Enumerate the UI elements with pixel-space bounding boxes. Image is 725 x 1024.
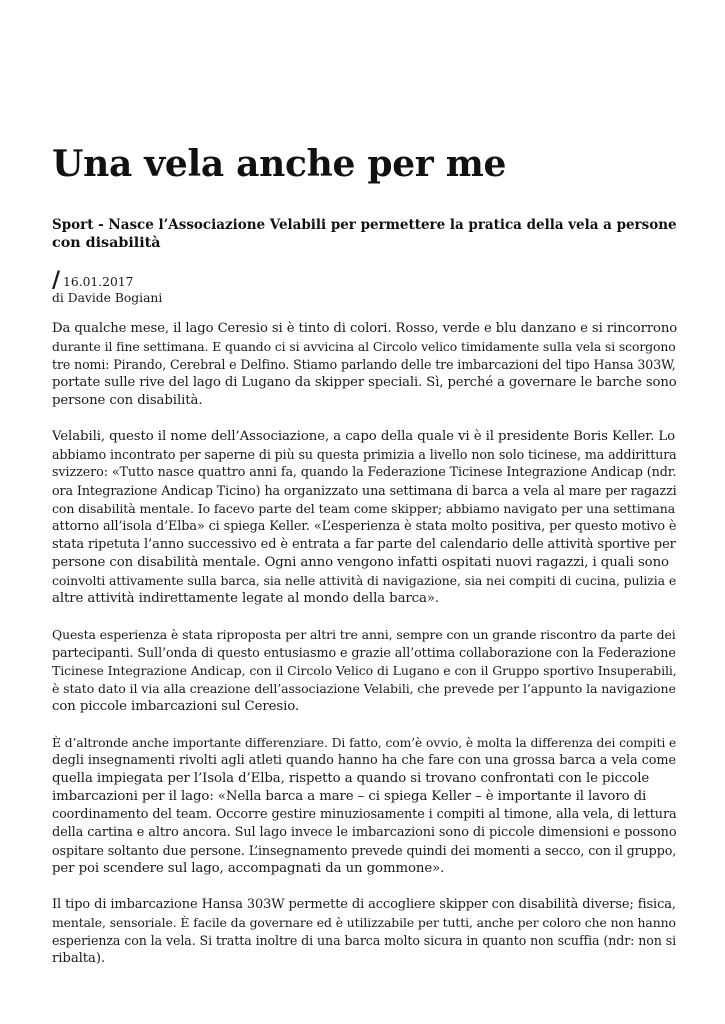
paragraph-line: imbarcazioni per il lago: «Nella barca a mare – ci spiega Keller – è importante il lavoro di <box>52 789 647 804</box>
paragraph-line: stata ripetuta l’anno successivo ed è entrata a far parte del calendario delle attività sportive per <box>52 537 676 552</box>
paragraph-line: ribalta). <box>52 951 106 966</box>
paragraph-line: Il tipo di imbarcazione Hansa 303W permette di accogliere skipper con disabilità diverse; fisica, <box>52 897 676 912</box>
paragraph-line: mentale, sensoriale. È facile da governare ed è utilizzabile per tutti, anche per coloro che non hanno <box>52 915 676 930</box>
paragraph-line: ospitare soltanto due persone. L’insegnamento prevede quindi dei momenti a secco, con il gruppo, <box>52 843 677 858</box>
article-subtitle <box>52 216 677 252</box>
article-paragraph <box>52 734 677 878</box>
paragraph-line: durante il fine settimana. E quando ci si avvicina al Circolo velico timidamente sulla vela si scorgono <box>52 340 676 354</box>
paragraph-line: persone con disabilità. <box>52 393 203 408</box>
article-paragraph <box>52 320 677 410</box>
article-paragraph <box>52 626 677 716</box>
paragraph-line: Ticinese Integrazione Andicap, con il Circolo Velico di Lugano e con il Gruppo sportivo Insuperabili, <box>52 663 677 678</box>
byline: di Davide Bogiani <box>52 291 163 305</box>
paragraph-line: esperienza con la vela. Si tratta inoltre di una barca molto sicura in quanto non scuffia (ndr: non si <box>52 933 677 948</box>
paragraph-line: con disabilità mentale. Io facevo parte del team come skipper; abbiamo navigato per una settimana <box>52 501 676 516</box>
date-row <box>52 267 677 293</box>
subtitle-line: Sport - Nasce l’Associazione Velabili per permettere la pratica della vela a persone <box>52 217 677 233</box>
paragraph-line: ora Integrazione Andicap Ticino) ha organizzato una settimana di barca a vela al mare per ragazzi <box>52 483 677 498</box>
date-separator: / <box>52 267 61 293</box>
paragraph-line: della cartina e altro ancora. Sul lago invece le imbarcazioni sono di piccole dimensioni e possono <box>52 825 677 840</box>
paragraph-line: È d’altronde anche importante differenziare. Di fatto, com’è ovvio, è molta la differenza dei compiti e <box>52 736 677 750</box>
paragraph-line: altre attività indirettamente legate al mondo della barca». <box>52 591 440 606</box>
paragraph-line: quella impiegata per l’Isola d’Elba, rispetto a quando si trovano confrontati con le piccole <box>52 771 650 786</box>
publish-date: 16.01.2017 <box>63 275 134 289</box>
article-paragraph <box>52 428 677 608</box>
paragraph-line: tre nomi: Pirando, Cerebral e Delfino. Stiamo parlando delle tre imbarcazioni del tipo Hansa 303W, <box>52 357 676 372</box>
subtitle-line: con disabilità <box>52 235 161 251</box>
paragraph-line: svizzero: «Tutto nasce quattro anni fa, quando la Federazione Ticinese Integrazione Andicap (ndr. <box>52 465 677 480</box>
article-title: Una vela anche per me <box>52 143 507 185</box>
article-paragraph <box>52 896 677 968</box>
paragraph-line: Velabili, questo il nome dell’Associazione, a capo della quale vi è il presidente Boris Keller. Lo <box>52 429 675 444</box>
paragraph-line: coordinamento del team. Occorre gestire minuziosamente i compiti al timone, alla vela, di lettura <box>52 807 677 822</box>
paragraph-line: attorno all’isola d’Elba» ci spiega Keller. «L’esperienza è stata molto positiva, per questo motivo è <box>52 519 677 534</box>
paragraph-line: partecipanti. Sull’onda di questo entusiasmo e grazie all’ottima collaborazione con la Federazione <box>52 645 676 660</box>
paragraph-line: degli insegnamenti rivolti agli atleti quando hanno ha che fare con una grossa barca a vela come <box>52 753 676 768</box>
paragraph-line: coinvolti attivamente sulla barca, sia nelle attività di navigazione, sia nei compiti di cucina, pulizia e <box>52 573 677 588</box>
paragraph-line: persone con disabilità mentale. Ogni anno vengono infatti ospitati nuovi ragazzi, i quali sono <box>52 555 669 570</box>
paragraph-line: con piccole imbarcazioni sul Ceresio. <box>52 699 300 714</box>
paragraph-line: è stato dato il via alla creazione dell’associazione Velabili, che prevede per l’appunto la navigazione <box>52 681 676 696</box>
article-body <box>52 320 677 986</box>
paragraph-line: portate sulle rive del lago di Lugano da skipper speciali. Sì, perché a governare le barche sono <box>52 375 677 390</box>
paragraph-line: abbiamo incontrato per saperne di più su questa primizia a livello non solo ticinese, ma addirittura <box>52 447 677 462</box>
paragraph-line: Da qualche mese, il lago Ceresio si è tinto di colori. Rosso, verde e blu danzano e si rincorrono <box>52 321 678 336</box>
paragraph-line: Questa esperienza è stata riproposta per altri tre anni, sempre con un grande riscontro da parte dei <box>52 627 676 642</box>
article-meta <box>52 267 677 306</box>
paragraph-line: per poi scendere sul lago, accompagnati da un gommone». <box>52 861 445 876</box>
